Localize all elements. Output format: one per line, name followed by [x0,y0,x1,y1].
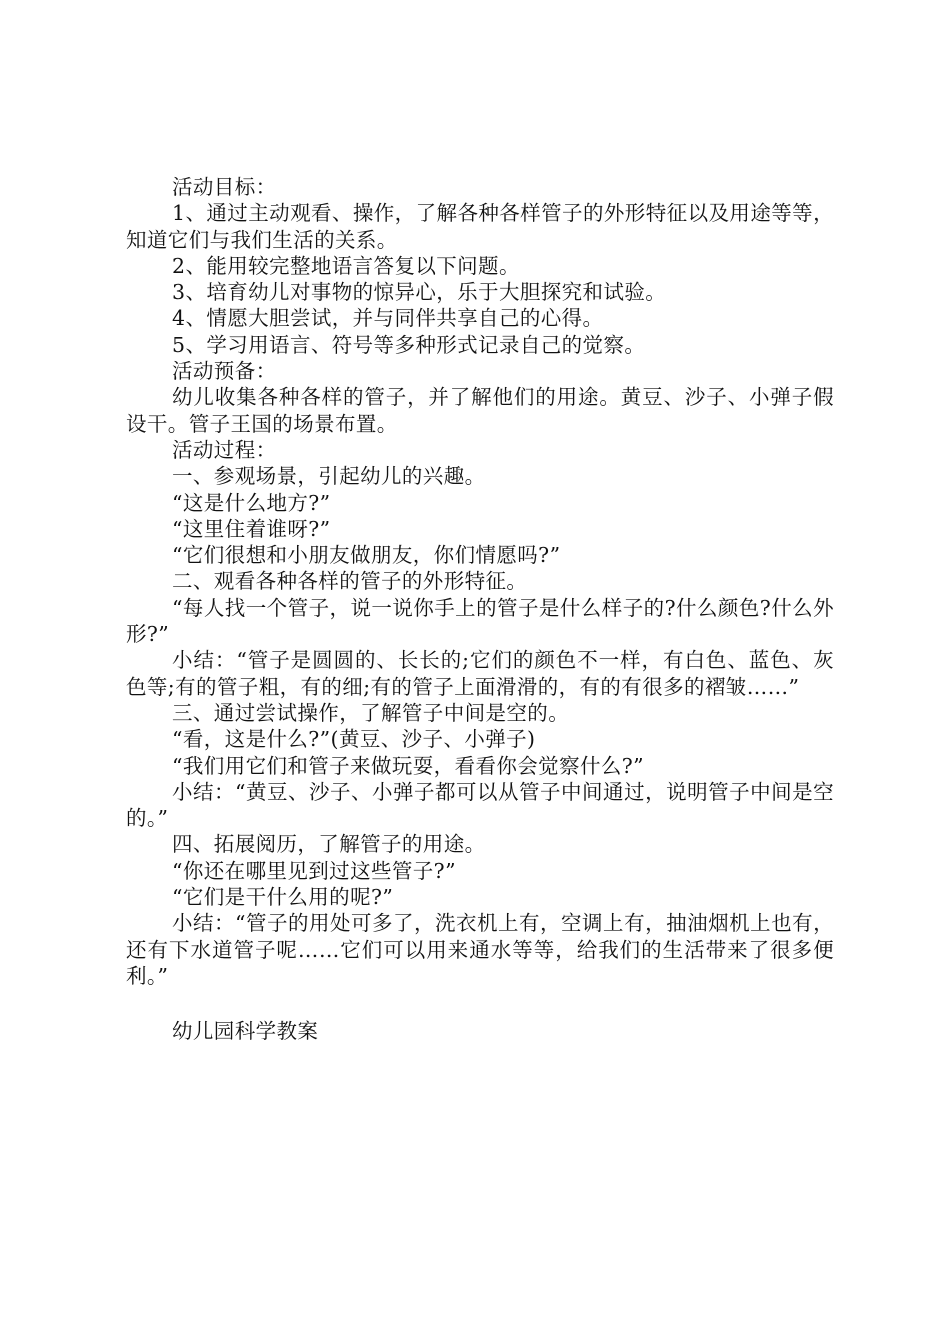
step-3-heading: 三、通过尝试操作，了解管子中间是空的。 [172,700,570,725]
step-3-question-1: “看，这是什么?”(黄豆、沙子、小弹子) [172,727,536,752]
preparation-text: 幼儿收集各种各样的管子，并了解他们的用途。黄豆、沙子、小弹子假设干。管子王国的场景布置。 [126,385,834,436]
goal-item-2: 2、能用较完整地语言答复以下问题。 [172,253,520,278]
goal-item-5: 5、学习用语言、符号等多种形式记录自己的觉察。 [172,332,646,357]
step-3-question-2: “我们用它们和管子来做玩耍，看看你会觉察什么?” [172,753,645,778]
heading-activity-goals: 活动目标： [172,175,277,199]
step-1-question-3: “它们很想和小朋友做朋友，你们情愿吗?” [172,543,561,568]
goal-item-1: 1、通过主动观看、操作，了解各种各样管子的外形特征以及用途等等，知道它们与我们生活的关系。 [126,201,834,252]
goal-item-3: 3、培育幼儿对事物的惊异心，乐于大胆探究和试验。 [172,280,667,305]
step-4-heading: 四、拓展阅历，了解管子的用途。 [172,832,486,857]
goal-item-4: 4、情愿大胆尝试，并与同伴共享自己的心得。 [172,306,604,331]
heading-activity-process: 活动过程： [172,437,277,462]
document-footer-title: 幼儿园科学教案 [172,1019,319,1044]
step-4-question-1: “你还在哪里见到过这些管子?” [172,858,456,883]
step-1-heading: 一、参观场景，引起幼儿的兴趣。 [172,464,486,489]
step-3-summary: 小结：“黄豆、沙子、小弹子都可以从管子中间通过，说明管子中间是空的。” [126,779,834,831]
step-4-question-2: “它们是干什么用的呢?” [172,885,394,910]
step-2-question: “每人找一个管子，说一说你手上的管子是什么样子的?什么颜色?什么外形?” [126,595,834,647]
step-4-summary: 小结：“管子的用处可多了，洗衣机上有，空调上有，抽油烟机上也有，还有下水道管子呢……它们可以用来通水等等，给我们的生活带来了很多便利。” [126,911,834,988]
step-1-question-1: “这是什么地方?” [172,490,331,515]
document-page [126,174,834,1045]
heading-activity-preparation: 活动预备： [172,359,277,384]
step-1-question-2: “这里住着谁呀?” [172,516,331,541]
step-2-heading: 二、观看各种各样的管子的外形特征。 [172,569,528,594]
step-2-summary: 小结：“管子是圆圆的、长长的;它们的颜色不一样，有白色、蓝色、灰色等;有的管子粗，有的细;有的管子上面滑滑的，有的有很多的褶皱……” [126,648,834,699]
